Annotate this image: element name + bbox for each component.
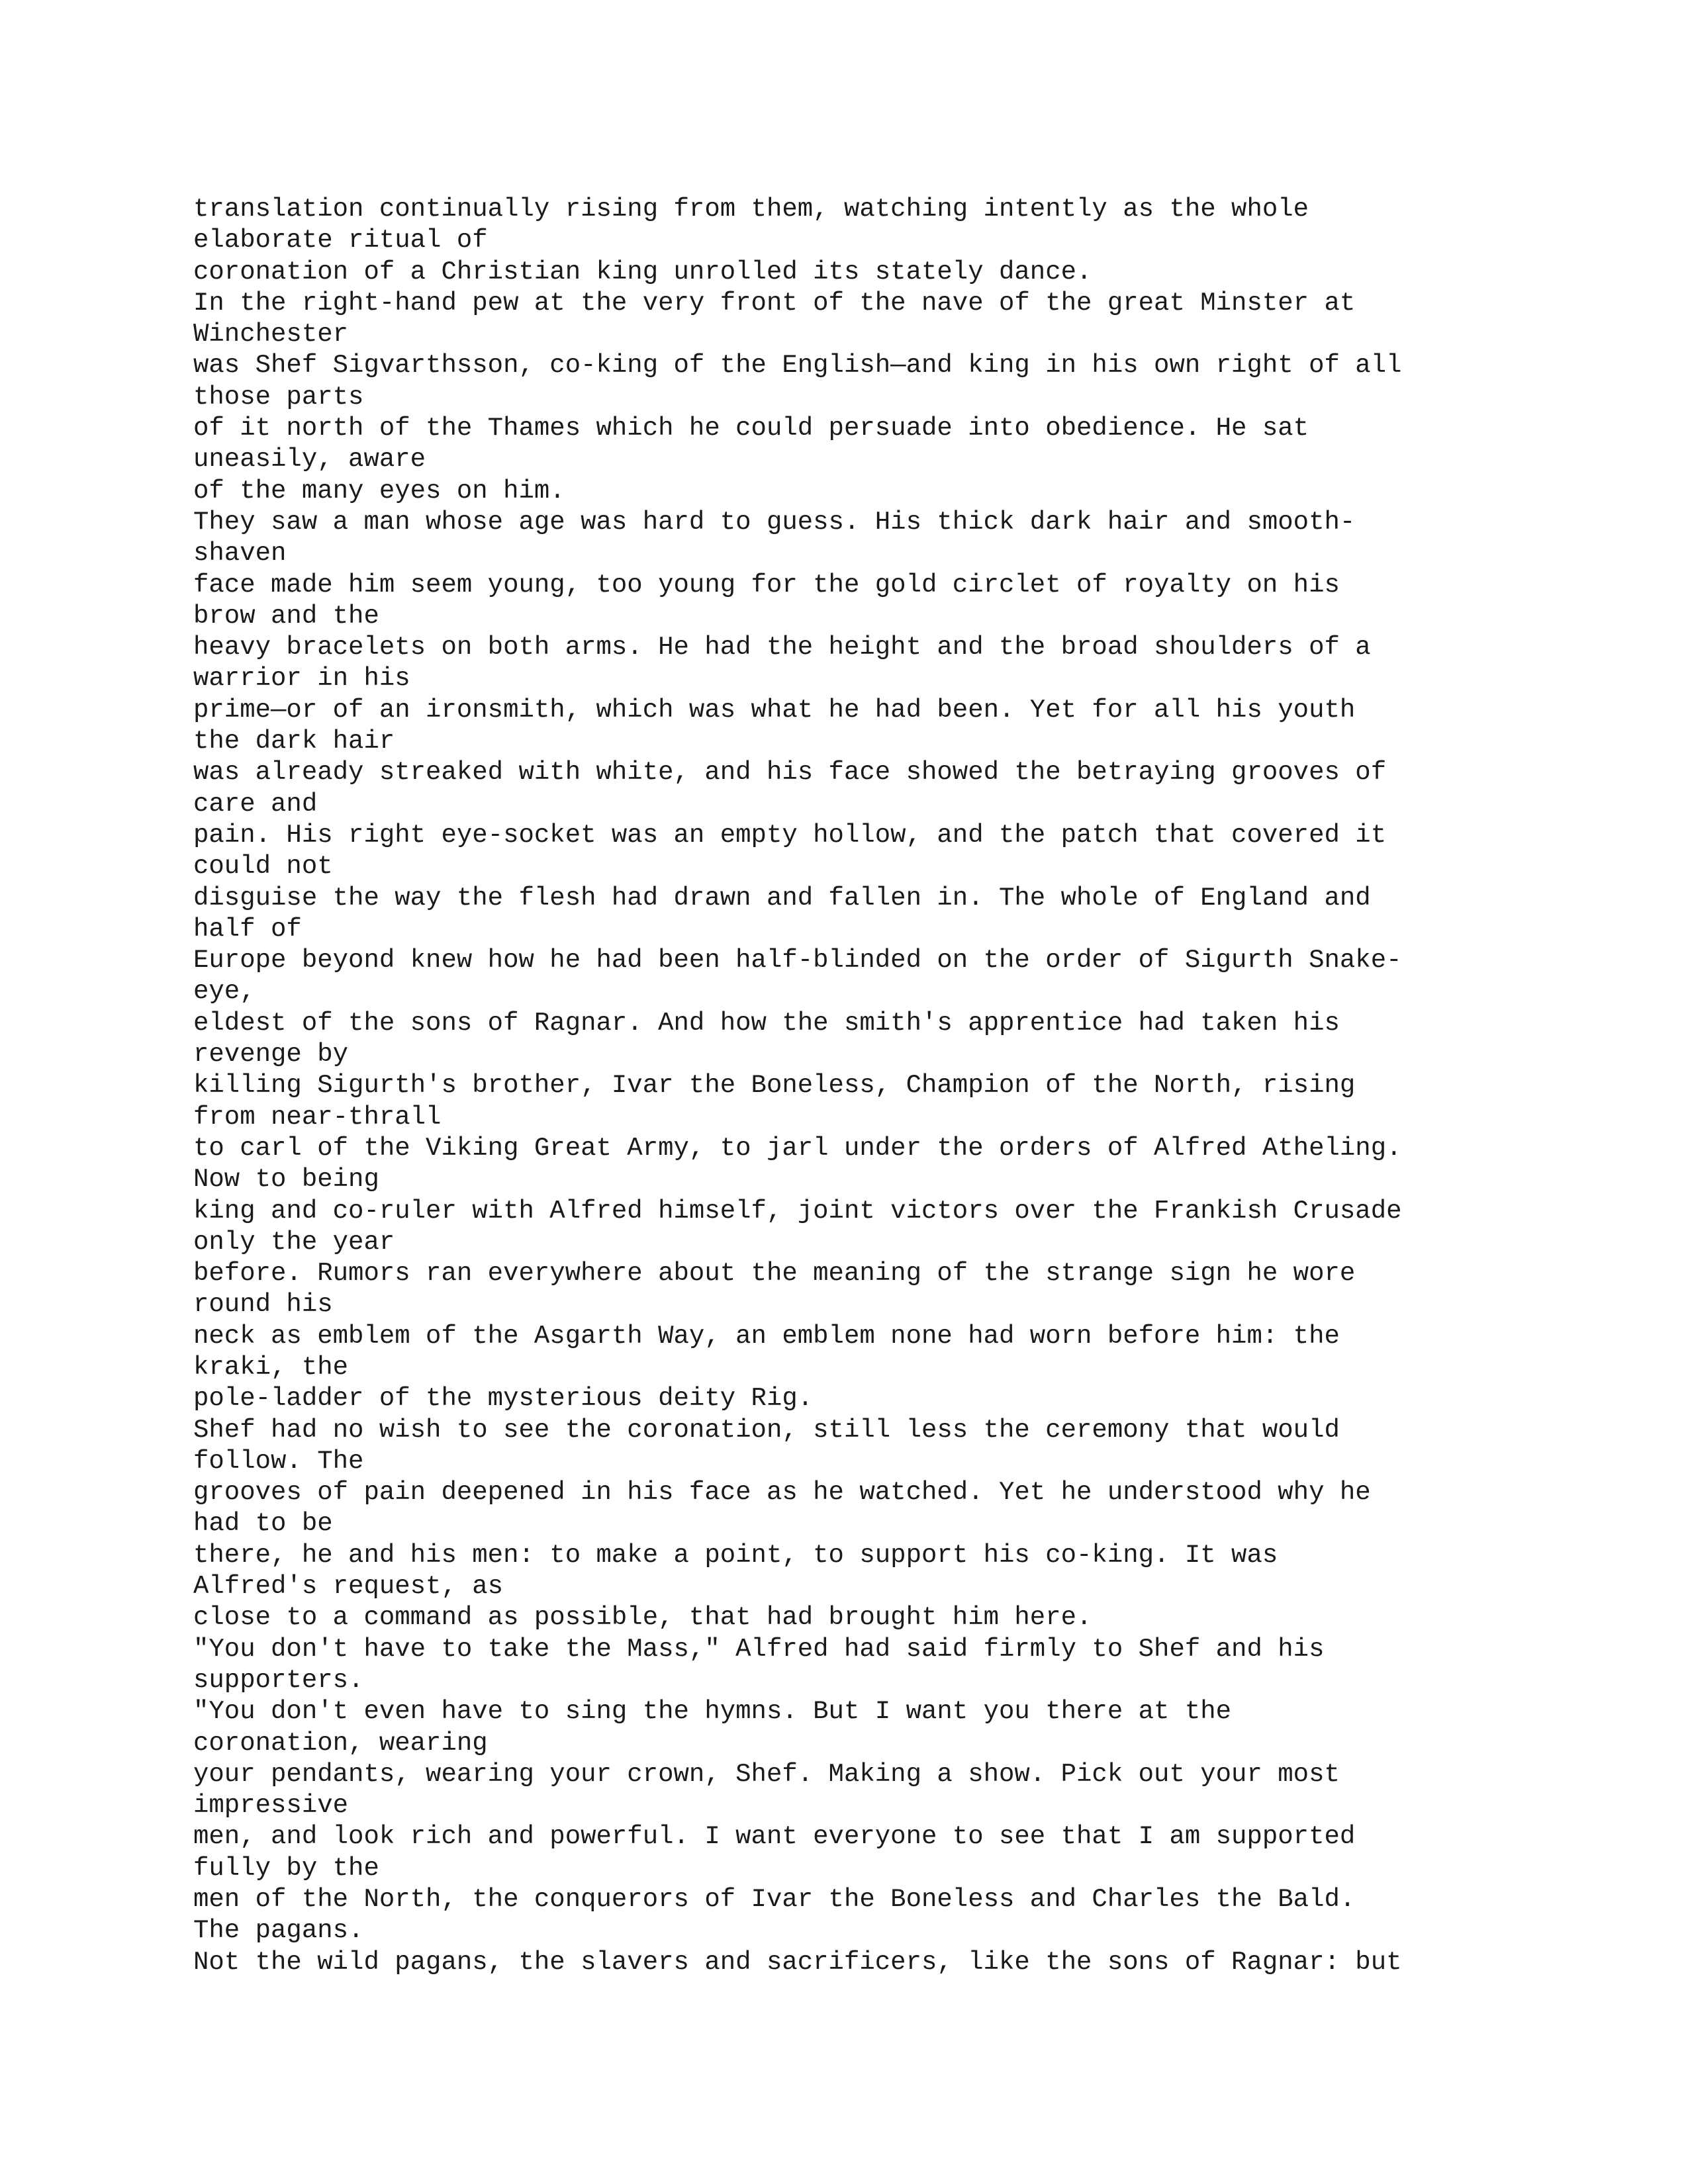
text-line: king and co-ruler with Alfred himself, joint victors over the Frankish Crusade: [193, 1196, 1402, 1226]
text-line: neck as emblem of the Asgarth Way, an emblem none had worn before him: the: [193, 1321, 1340, 1351]
text-line: coronation of a Christian king unrolled its stately dance.: [193, 257, 1092, 287]
text-line: pain. His right eye-socket was an empty hollow, and the patch that covered it: [193, 820, 1387, 850]
text-line: shaven: [193, 539, 287, 569]
text-line: there, he and his men: to make a point, to support his co-king. It was: [193, 1540, 1278, 1570]
text-line: of the many eyes on him.: [193, 476, 565, 506]
text-line: warrior in his: [193, 664, 410, 694]
text-line: killing Sigurth's brother, Ivar the Boneless, Champion of the North, rising: [193, 1071, 1356, 1101]
text-line: those parts: [193, 382, 364, 412]
text-line: brow and the: [193, 601, 379, 631]
text-line: uneasily, aware: [193, 445, 426, 475]
text-line: had to be: [193, 1509, 333, 1539]
text-line: impressive: [193, 1791, 349, 1821]
text-line: of it north of the Thames which he could persuade into obedience. He sat: [193, 414, 1309, 443]
text-line: eye,: [193, 977, 256, 1007]
text-line: elaborate ritual of: [193, 226, 488, 255]
text-line: They saw a man whose age was hard to guess. His thick dark hair and smooth-: [193, 507, 1356, 537]
text-line: was already streaked with white, and his face showed the betraying grooves of: [193, 758, 1387, 788]
text-line: eldest of the sons of Ragnar. And how the smith's apprentice had taken his: [193, 1008, 1340, 1038]
text-line: heavy bracelets on both arms. He had the height and the broad shoulders of a: [193, 633, 1371, 662]
text-line: follow. The: [193, 1446, 364, 1476]
text-line: to carl of the Viking Great Army, to jarl under the orders of Alfred Atheling.: [193, 1133, 1402, 1163]
text-line: grooves of pain deepened in his face as he watched. Yet he understood why he: [193, 1478, 1371, 1508]
text-line: disguise the way the flesh had drawn and fallen in. The whole of England and: [193, 883, 1371, 913]
text-line: care and: [193, 789, 318, 819]
text-line: fully by the: [193, 1853, 379, 1883]
text-line: face made him seem young, too young for the gold circlet of royalty on his: [193, 570, 1340, 600]
text-line: Winchester: [193, 320, 349, 349]
text-line: the dark hair: [193, 727, 395, 756]
text-line: half of: [193, 914, 302, 944]
text-line: pole-ladder of the mysterious deity Rig.: [193, 1384, 814, 1414]
text-line: Now to being: [193, 1165, 379, 1195]
text-line: "You don't even have to sing the hymns. But I want you there at the: [193, 1697, 1232, 1727]
text-line: In the right-hand pew at the very front of the nave of the great Minster at: [193, 288, 1356, 318]
text-line: Not the wild pagans, the slavers and sacrificers, like the sons of Ragnar: but: [193, 1947, 1402, 1977]
text-line: Europe beyond knew how he had been half-blinded on the order of Sigurth Snake-: [193, 946, 1402, 976]
text-line: prime—or of an ironsmith, which was what he had been. Yet for all his youth: [193, 695, 1356, 725]
text-line: supporters.: [193, 1665, 364, 1695]
text-line: Alfred's request, as: [193, 1572, 504, 1602]
text-line: was Shef Sigvarthsson, co-king of the English—and king in his own right of all: [193, 351, 1402, 381]
text-line: could not: [193, 852, 333, 882]
text-line: The pagans.: [193, 1916, 364, 1946]
text-line: from near-thrall: [193, 1102, 442, 1132]
text-line: coronation, wearing: [193, 1728, 488, 1758]
text-line: "You don't have to take the Mass," Alfred had said firmly to Shef and his: [193, 1634, 1325, 1664]
text-line: kraki, the: [193, 1352, 349, 1382]
text-line: round his: [193, 1290, 333, 1320]
text-line: revenge by: [193, 1040, 349, 1069]
text-line: translation continually rising from them, watching intently as the whole: [193, 195, 1309, 224]
text-line: Shef had no wish to see the coronation, still less the ceremony that would: [193, 1415, 1340, 1445]
text-line: men of the North, the conquerors of Ivar the Boneless and Charles the Bald.: [193, 1885, 1356, 1915]
text-line: before. Rumors ran everywhere about the meaning of the strange sign he wore: [193, 1259, 1356, 1289]
body-text: [193, 194, 1517, 1978]
text-line: only the year: [193, 1227, 395, 1257]
text-line: men, and look rich and powerful. I want everyone to see that I am supported: [193, 1822, 1356, 1852]
text-line: close to a command as possible, that had brought him here.: [193, 1603, 1092, 1633]
text-line: your pendants, wearing your crown, Shef. Making a show. Pick out your most: [193, 1759, 1340, 1789]
